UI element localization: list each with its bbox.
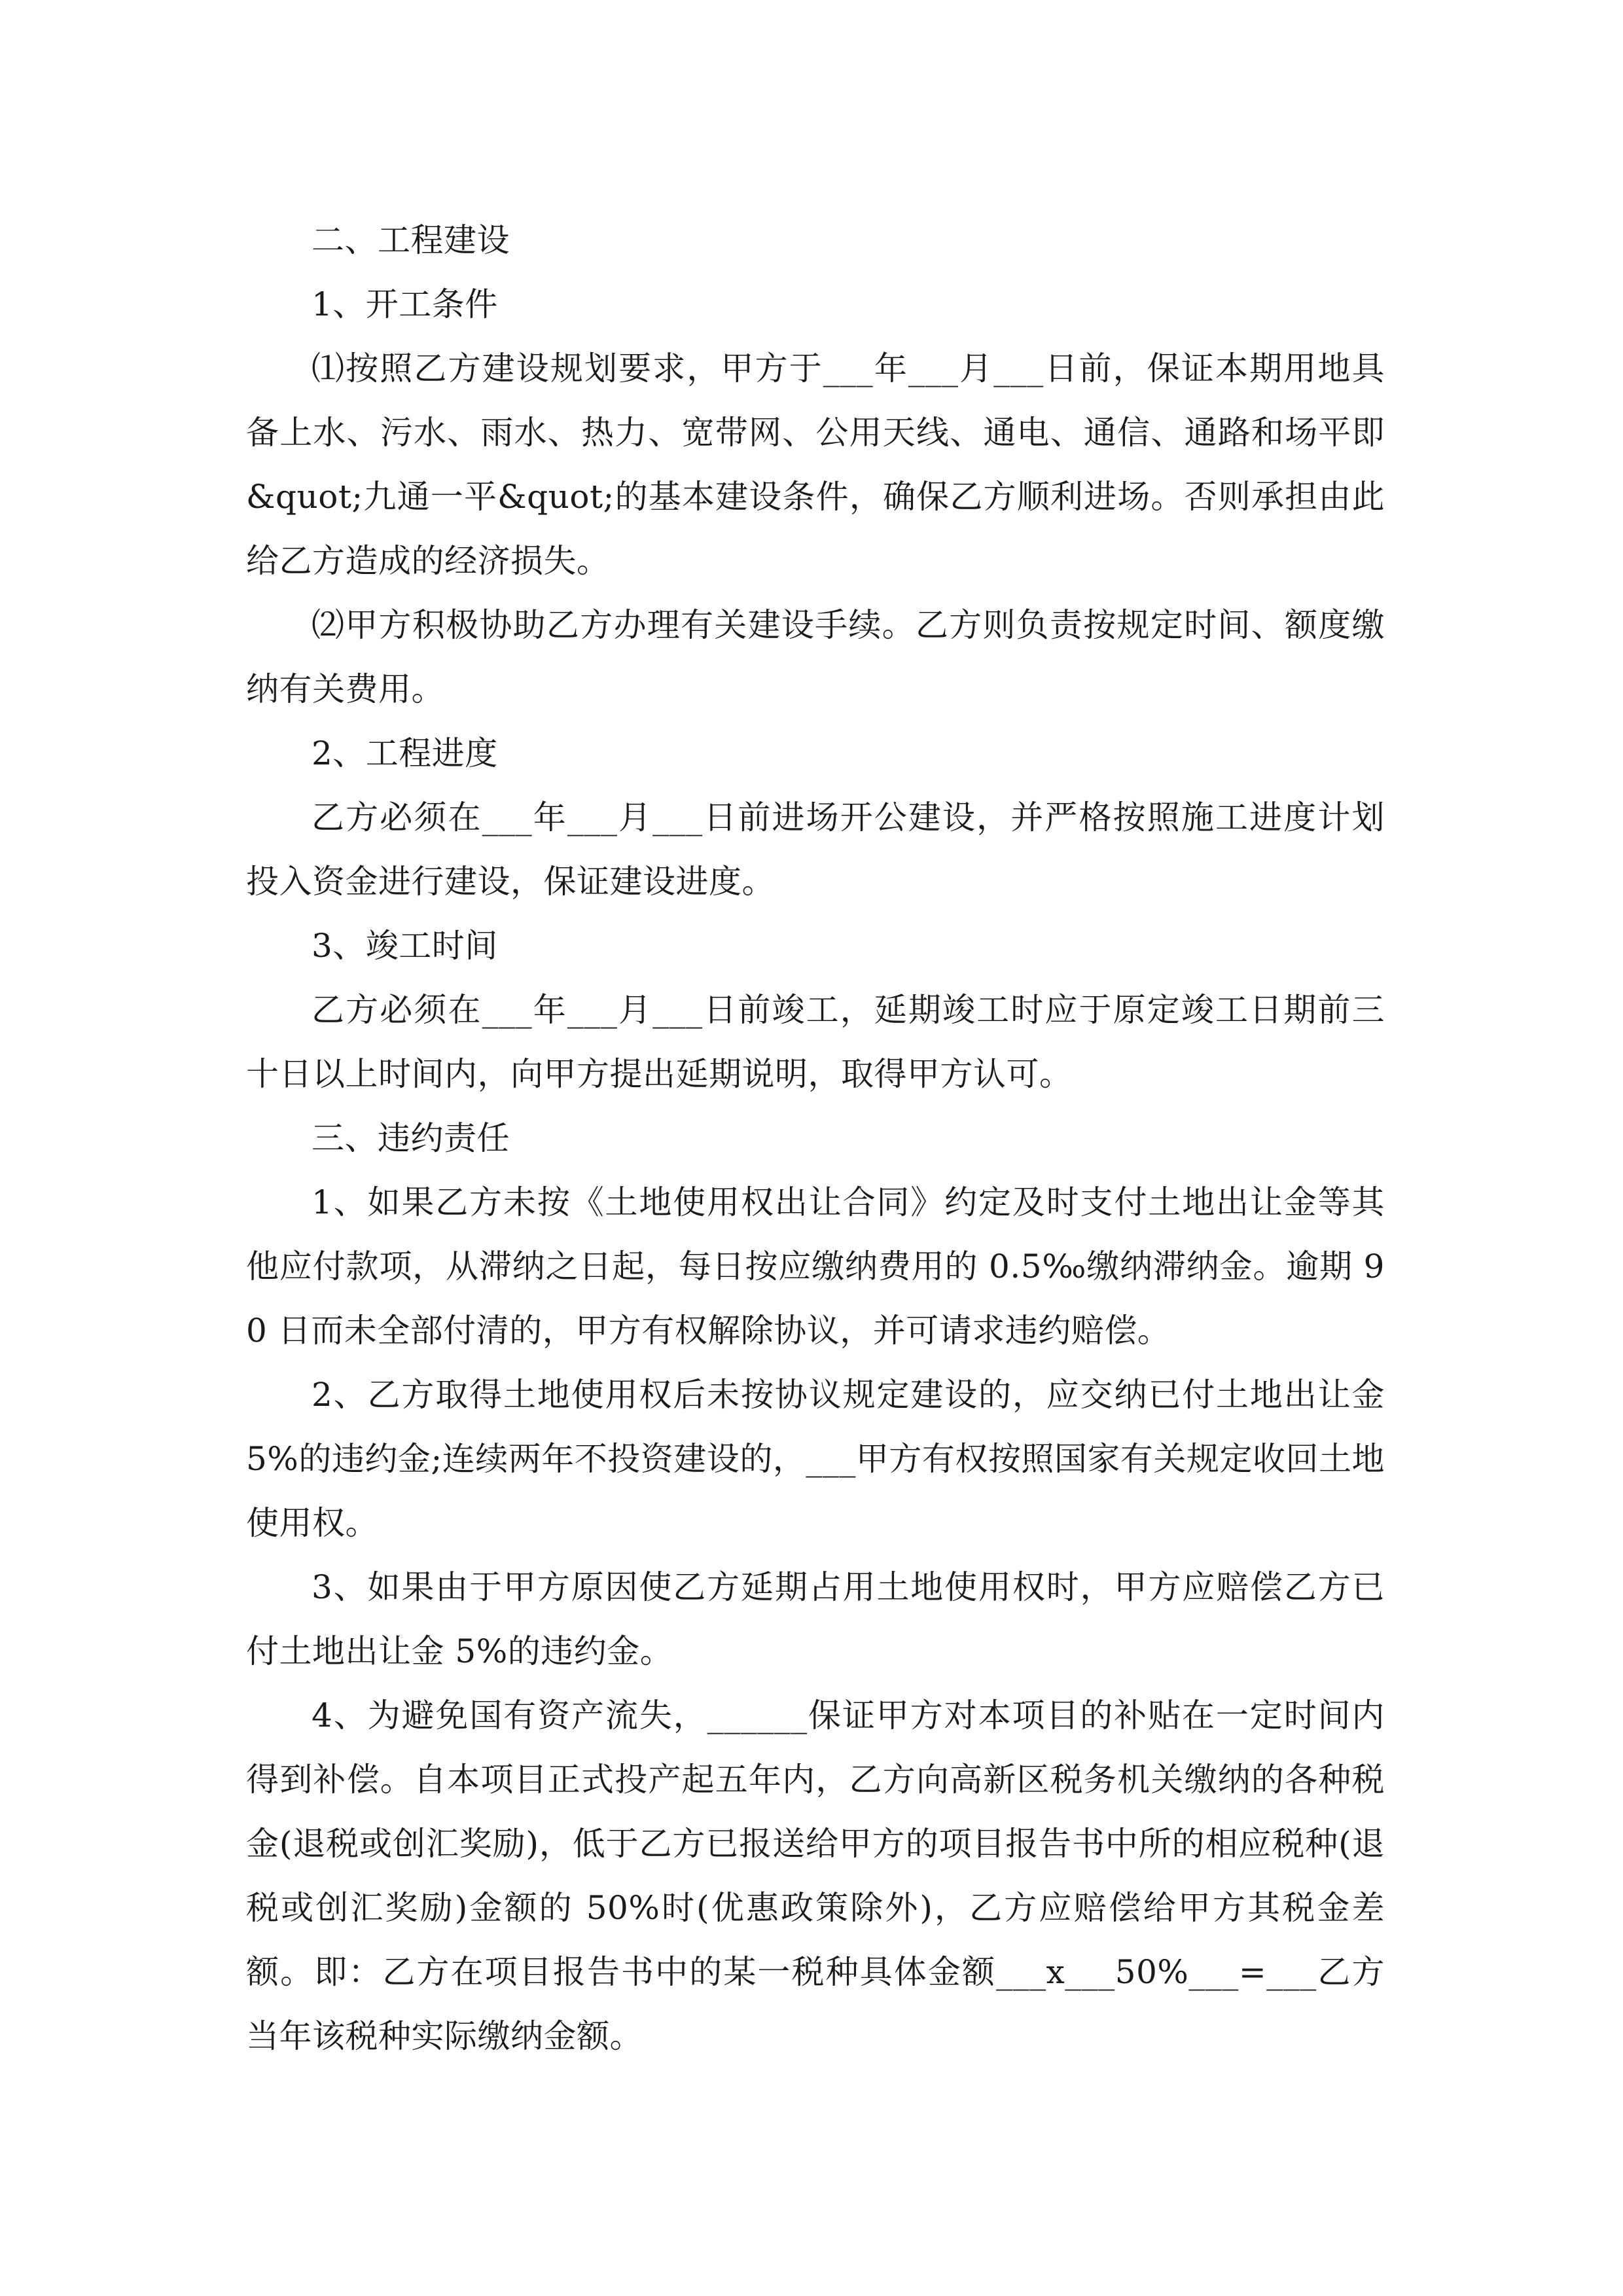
paragraph-liability-3: 3、如果由于甲方原因使乙方延期占用土地使用权时，甲方应赔偿乙方已付土地出让金 5%的违约金。 [246,1568,1385,1670]
document-body [246,208,1385,2068]
subheading-start-conditions: 1、开工条件 [312,285,498,323]
paragraph-liability-1: 1、如果乙方未按《土地使用权出让合同》约定及时支付土地出让金等其他应付款项，从滞纳之日起，每日按应缴纳费用的 0.5‰缴纳滞纳金。逾期 90 日而未全部付清的，甲方有权解除协议，并可请求违约赔偿。 [246,1183,1385,1350]
paragraph-liability-2: 2、乙方取得土地使用权后未按协议规定建设的，应交纳已付土地出让金 5%的违约金;连续两年不投资建设的，___甲方有权按照国家有关规定收回土地使用权。 [246,1376,1385,1542]
paragraph-completion: 乙方必须在___年___月___日前竣工，延期竣工时应于原定竣工日期前三十日以上时间内，向甲方提出延期说明，取得甲方认可。 [246,991,1385,1093]
paragraph-start-conditions-2: ⑵甲方积极协助乙方办理有关建设手续。乙方则负责按规定时间、额度缴纳有关费用。 [246,606,1385,708]
paragraph-progress: 乙方必须在___年___月___日前进场开公建设，并严格按照施工进度计划投入资金进行建设，保证建设进度。 [246,798,1385,901]
subheading-progress: 2、工程进度 [312,734,498,772]
section-heading-construction: 二、工程建设 [312,221,510,259]
subheading-completion: 3、竣工时间 [312,927,498,965]
paragraph-start-conditions-1: ⑴按照乙方建设规划要求，甲方于___年___月___日前，保证本期用地具备上水、污水、雨水、热力、宽带网、公用天线、通电、通信、通路和场平即&quot;九通一平&quot;的基本建设条件，确保乙方顺利进场。否则承担由此给乙方造成的经济损失。 [246,350,1385,580]
section-heading-liability: 三、违约责任 [312,1119,510,1157]
paragraph-liability-4: 4、为避免国有资产流失，______保证甲方对本项目的补贴在一定时间内得到补偿。自本项目正式投产起五年内，乙方向高新区税务机关缴纳的各种税金(退税或创汇奖励)，低于乙方已报送给甲方的项目报告书中所的相应税种(退税或创汇奖励)金额的 50%时(优惠政策除外)，乙方应赔偿给甲方其税金差额。即：乙方在项目报告书中的某一税种具体金额___x___50%___=___乙方当年该税种实际缴纳金额。 [246,1696,1385,2055]
